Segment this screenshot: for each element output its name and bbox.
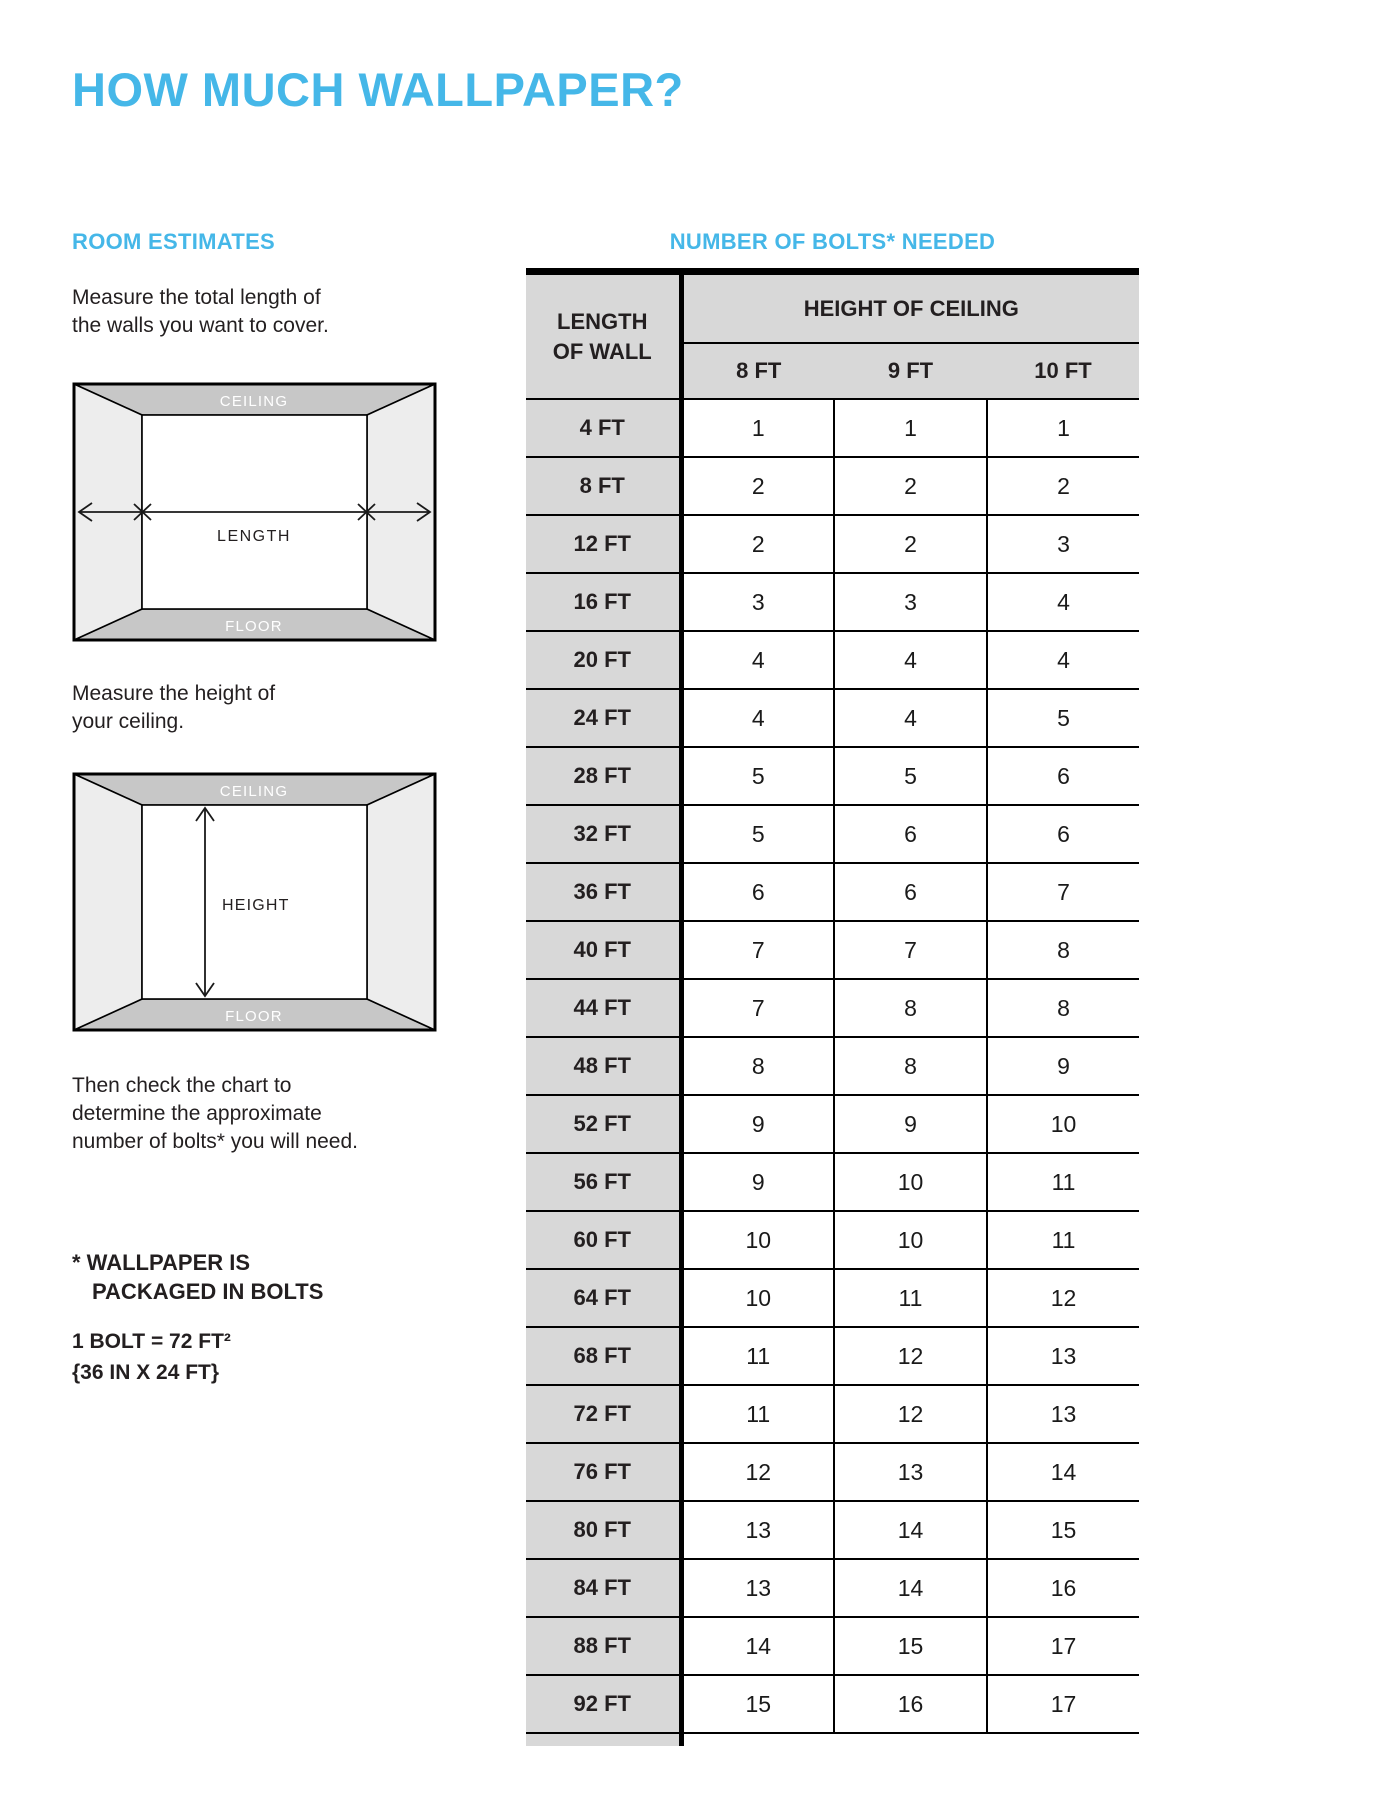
table-footer-stub bbox=[526, 1733, 1139, 1746]
table-head bbox=[526, 275, 1139, 399]
bolt-count-cell: 3 bbox=[681, 573, 834, 631]
bolt-count-cell: 1 bbox=[987, 399, 1139, 457]
table-row bbox=[526, 1501, 1139, 1559]
bolt-count-cell: 8 bbox=[987, 921, 1139, 979]
bolt-count-cell: 2 bbox=[987, 457, 1139, 515]
table-row bbox=[526, 689, 1139, 747]
wall-length-cell: 24 FT bbox=[526, 689, 681, 747]
bolts-table-element bbox=[526, 275, 1139, 1746]
bolt-count-cell: 14 bbox=[834, 1501, 987, 1559]
table-row bbox=[526, 1153, 1139, 1211]
bolt-count-cell: 4 bbox=[681, 631, 834, 689]
bolt-count-cell: 17 bbox=[987, 1617, 1139, 1675]
table-row bbox=[526, 1327, 1139, 1385]
bolt-count-cell: 7 bbox=[681, 979, 834, 1037]
wall-length-cell: 44 FT bbox=[526, 979, 681, 1037]
table-row bbox=[526, 573, 1139, 631]
wall-length-cell: 56 FT bbox=[526, 1153, 681, 1211]
bolt-table-body bbox=[526, 399, 1139, 1733]
column-group-header-cell: HEIGHT OF CEILING bbox=[681, 275, 1139, 343]
wall-length-cell: 32 FT bbox=[526, 805, 681, 863]
bolt-count-cell: 3 bbox=[987, 515, 1139, 573]
right-wall bbox=[367, 774, 435, 1030]
bolt-count-cell: 10 bbox=[681, 1211, 834, 1269]
length-diagram-svg bbox=[72, 382, 437, 642]
bolt-count-cell: 3 bbox=[834, 573, 987, 631]
bolt-count-cell: 11 bbox=[681, 1385, 834, 1443]
bolt-count-cell: 4 bbox=[987, 573, 1139, 631]
wall-length-cell: 72 FT bbox=[526, 1385, 681, 1443]
bolts-footnote bbox=[72, 1248, 323, 1306]
stub-gray-cell bbox=[526, 1733, 681, 1746]
bolt-count-cell: 2 bbox=[834, 515, 987, 573]
bolt-count-cell: 1 bbox=[681, 399, 834, 457]
bolt-count-cell: 5 bbox=[681, 805, 834, 863]
bolt-count-cell: 11 bbox=[834, 1269, 987, 1327]
bolt-count-cell: 2 bbox=[834, 457, 987, 515]
bolt-count-cell: 6 bbox=[834, 805, 987, 863]
instruction-line: number of bolts* you will need. bbox=[72, 1130, 358, 1153]
table-row bbox=[526, 515, 1139, 573]
wall-length-cell: 84 FT bbox=[526, 1559, 681, 1617]
table-row bbox=[526, 457, 1139, 515]
bolt-count-cell: 10 bbox=[681, 1269, 834, 1327]
height-diagram-svg bbox=[72, 772, 437, 1032]
bolt-count-cell: 15 bbox=[681, 1675, 834, 1733]
table-row bbox=[526, 1269, 1139, 1327]
bolt-definition bbox=[72, 1326, 231, 1388]
table-row bbox=[526, 979, 1139, 1037]
row-header-line: OF WALL bbox=[552, 338, 652, 364]
bolt-count-cell: 11 bbox=[987, 1153, 1139, 1211]
room-estimates-heading: ROOM ESTIMATES bbox=[72, 229, 276, 254]
bolt-count-cell: 9 bbox=[681, 1095, 834, 1153]
wall-length-cell: 80 FT bbox=[526, 1501, 681, 1559]
bolt-count-cell: 13 bbox=[987, 1385, 1139, 1443]
bolt-count-cell: 13 bbox=[681, 1559, 834, 1617]
bolt-count-cell: 7 bbox=[681, 921, 834, 979]
bolt-count-cell: 6 bbox=[987, 747, 1139, 805]
table-row bbox=[526, 1617, 1139, 1675]
bolt-count-cell: 11 bbox=[987, 1211, 1139, 1269]
wall-length-cell: 8 FT bbox=[526, 457, 681, 515]
table-row bbox=[526, 805, 1139, 863]
bolt-count-cell: 4 bbox=[987, 631, 1139, 689]
wall-length-cell: 52 FT bbox=[526, 1095, 681, 1153]
table-footer bbox=[526, 1733, 1139, 1746]
wall-length-cell: 4 FT bbox=[526, 399, 681, 457]
height-label: HEIGHT bbox=[222, 897, 290, 914]
bolt-count-cell: 13 bbox=[681, 1501, 834, 1559]
bolt-count-cell: 9 bbox=[681, 1153, 834, 1211]
table-row bbox=[526, 1385, 1139, 1443]
table-row bbox=[526, 1037, 1139, 1095]
ceiling-height-header: 10 FT bbox=[987, 343, 1139, 399]
bolt-count-cell: 8 bbox=[834, 1037, 987, 1095]
table-row bbox=[526, 1095, 1139, 1153]
table-row bbox=[526, 631, 1139, 689]
instruction-line: your ceiling. bbox=[72, 710, 185, 733]
bolt-count-cell: 9 bbox=[987, 1037, 1139, 1095]
left-wall bbox=[74, 774, 142, 1030]
footnote-line: PACKAGED IN BOLTS bbox=[92, 1279, 324, 1304]
bolt-count-cell: 5 bbox=[834, 747, 987, 805]
table-row bbox=[526, 1559, 1139, 1617]
length-label: LENGTH bbox=[217, 528, 291, 545]
bolt-count-cell: 14 bbox=[987, 1443, 1139, 1501]
bolt-count-cell: 7 bbox=[987, 863, 1139, 921]
table-row bbox=[526, 1675, 1139, 1733]
table-row bbox=[526, 747, 1139, 805]
table-row bbox=[526, 399, 1139, 457]
instruction-line: determine the approximate bbox=[72, 1102, 322, 1125]
bolt-count-cell: 15 bbox=[834, 1617, 987, 1675]
bolt-count-cell: 5 bbox=[681, 747, 834, 805]
bolt-count-cell: 12 bbox=[834, 1327, 987, 1385]
bolt-definition-line: {36 IN X 24 FT} bbox=[72, 1361, 220, 1384]
wall-length-cell: 16 FT bbox=[526, 573, 681, 631]
wall-length-cell: 36 FT bbox=[526, 863, 681, 921]
bolt-count-cell: 5 bbox=[987, 689, 1139, 747]
bolt-count-cell: 10 bbox=[834, 1153, 987, 1211]
table-row bbox=[526, 1211, 1139, 1269]
length-diagram bbox=[72, 382, 437, 647]
bolt-count-cell: 10 bbox=[834, 1211, 987, 1269]
instruction-check-chart bbox=[72, 1072, 358, 1156]
row-header-cell bbox=[526, 275, 681, 399]
bolt-count-cell: 12 bbox=[834, 1385, 987, 1443]
bolts-table bbox=[526, 268, 1139, 1746]
bolt-count-cell: 11 bbox=[681, 1327, 834, 1385]
instruction-line: Then check the chart to bbox=[72, 1074, 292, 1097]
floor-label: FLOOR bbox=[225, 1008, 283, 1025]
wall-length-cell: 76 FT bbox=[526, 1443, 681, 1501]
instruction-measure-height bbox=[72, 680, 275, 736]
bolt-count-cell: 15 bbox=[987, 1501, 1139, 1559]
wall-length-cell: 20 FT bbox=[526, 631, 681, 689]
page-title: HOW MUCH WALLPAPER? bbox=[72, 63, 684, 116]
wall-length-cell: 64 FT bbox=[526, 1269, 681, 1327]
bolt-count-cell: 8 bbox=[681, 1037, 834, 1095]
bolt-count-cell: 8 bbox=[834, 979, 987, 1037]
wall-length-cell: 88 FT bbox=[526, 1617, 681, 1675]
wall-length-cell: 68 FT bbox=[526, 1327, 681, 1385]
bolt-count-cell: 12 bbox=[987, 1269, 1139, 1327]
bolt-count-cell: 12 bbox=[681, 1443, 834, 1501]
bolt-count-cell: 13 bbox=[834, 1443, 987, 1501]
bolt-count-cell: 4 bbox=[834, 689, 987, 747]
ceiling-height-header: 9 FT bbox=[834, 343, 987, 399]
ceiling-height-header: 8 FT bbox=[681, 343, 834, 399]
row-header-line: LENGTH bbox=[557, 308, 648, 334]
bolt-count-cell: 1 bbox=[834, 399, 987, 457]
bolt-count-cell: 6 bbox=[834, 863, 987, 921]
height-diagram bbox=[72, 772, 437, 1037]
wall-length-cell: 40 FT bbox=[526, 921, 681, 979]
bolt-count-cell: 13 bbox=[987, 1327, 1139, 1385]
instruction-line: the walls you want to cover. bbox=[72, 314, 329, 337]
bolt-count-cell: 4 bbox=[834, 631, 987, 689]
bolt-count-cell: 6 bbox=[987, 805, 1139, 863]
instruction-measure-length bbox=[72, 284, 329, 340]
table-row bbox=[526, 863, 1139, 921]
wall-length-cell: 48 FT bbox=[526, 1037, 681, 1095]
instruction-line: Measure the total length of bbox=[72, 286, 321, 309]
footnote-line: * WALLPAPER IS bbox=[72, 1250, 251, 1275]
instruction-line: Measure the height of bbox=[72, 682, 276, 705]
bolt-count-cell: 10 bbox=[987, 1095, 1139, 1153]
bolt-count-cell: 4 bbox=[681, 689, 834, 747]
bolt-count-cell: 14 bbox=[834, 1559, 987, 1617]
bolt-count-cell: 6 bbox=[681, 863, 834, 921]
wall-length-cell: 12 FT bbox=[526, 515, 681, 573]
table-row bbox=[526, 1443, 1139, 1501]
table-row bbox=[526, 921, 1139, 979]
bolt-count-cell: 17 bbox=[987, 1675, 1139, 1733]
bolt-count-cell: 2 bbox=[681, 515, 834, 573]
wall-length-cell: 28 FT bbox=[526, 747, 681, 805]
bolt-count-cell: 8 bbox=[987, 979, 1139, 1037]
bolt-count-cell: 9 bbox=[834, 1095, 987, 1153]
bolt-count-cell: 7 bbox=[834, 921, 987, 979]
bolt-count-cell: 16 bbox=[834, 1675, 987, 1733]
bolt-count-cell: 2 bbox=[681, 457, 834, 515]
bolt-definition-line: 1 BOLT = 72 FT² bbox=[72, 1330, 231, 1353]
wall-length-cell: 60 FT bbox=[526, 1211, 681, 1269]
floor-label: FLOOR bbox=[225, 618, 283, 635]
bolt-count-cell: 14 bbox=[681, 1617, 834, 1675]
ceiling-label: CEILING bbox=[219, 393, 289, 410]
stub-empty-cell bbox=[681, 1733, 1139, 1746]
bolts-table-heading: NUMBER OF BOLTS* NEEDED bbox=[669, 229, 996, 254]
ceiling-label: CEILING bbox=[219, 783, 289, 800]
bolt-count-cell: 16 bbox=[987, 1559, 1139, 1617]
wall-length-cell: 92 FT bbox=[526, 1675, 681, 1733]
